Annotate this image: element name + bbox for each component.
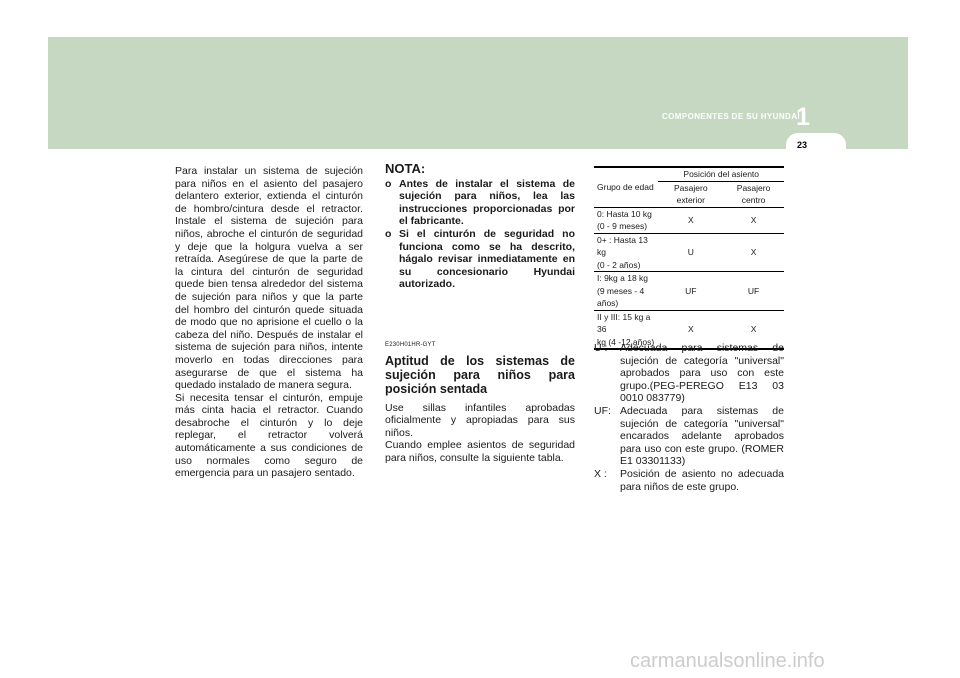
centro-cell: X — [723, 310, 784, 349]
group-line: I: 9kg a 18 kg — [597, 273, 649, 283]
nota-item — [385, 228, 575, 291]
watermark: carmanualsonline.info — [630, 650, 825, 672]
column-nota — [385, 163, 575, 465]
legend-text: Adecuada para sistemas de sujeción de categoría "universal" encarados adelante aprobados para uso con este grupo. (ROMER E1 03301133) — [620, 404, 784, 468]
exterior-cell: X — [658, 207, 723, 233]
legend-key: UF: — [594, 404, 611, 417]
group-header: Grupo de edad — [594, 167, 658, 207]
nota-text: Antes de instalar el sistema de sujeción para niños, lea las instrucciones proporcionadas por el fabricante. — [399, 177, 575, 228]
bullet: o — [385, 177, 392, 190]
legend-key: X : — [594, 467, 607, 480]
chapter-number: 1 — [796, 103, 810, 131]
table-header-row — [594, 167, 784, 181]
group-line: 0+ : Hasta 13 kg — [597, 234, 648, 257]
table-row — [594, 272, 784, 311]
bullet: o — [385, 227, 392, 240]
group-line: kg (4 -12 años) — [597, 336, 655, 347]
paragraph: Para instalar un sistema de sujeción para niños en el asiento del pasajero delantero exterior, extienda el cinturón de hombro/cintura desde el retractor. Instale el sistema de sujeción para niños, abroche el cinturón de seguridad y deje que la holgura vuelva a ser retraída. Asegúrese de que la parte de la cintura del cinturón de seguridad quede bien tensa alrededor del sistema de sujeción para niños y que la parte del hombro del cinturón quede situada de modo que no aprisione el cuello o la cabeza del niño. Después de instalar el sistema de sujeción para niños, intente moverlo en todas direcciones para asegurarse de que el sistema ha quedado instalado de manera segura. — [175, 165, 363, 392]
child-seat-table — [594, 166, 784, 350]
legend-text: Adecuada para sistemas de sujeción de categoría "universal" aprobados para uso con este grupo.(PEG-PEREGO E13 03 0010 083779) — [620, 342, 784, 405]
centro-cell: X — [723, 207, 784, 233]
exterior-cell: X — [658, 310, 723, 349]
section-header: COMPONENTES DE SU HYUNDAI — [661, 112, 800, 121]
page-number: 23 — [797, 140, 808, 150]
table-legend — [594, 342, 784, 493]
centro-cell: X — [723, 233, 784, 272]
group-line: (0 - 9 meses) — [597, 221, 648, 231]
group-line: II y III: 15 kg a 36 — [597, 311, 651, 334]
legend-item — [594, 342, 784, 405]
group-line: 0: Hasta 10 kg — [597, 208, 652, 219]
exterior-cell: UF — [658, 272, 723, 311]
paragraph: Cuando emplee asientos de seguridad para niños, consulte la siguiente tabla. — [385, 439, 575, 464]
group-cell — [594, 272, 658, 311]
page-number-tab — [786, 133, 846, 155]
group-cell — [594, 233, 658, 272]
legend-item — [594, 405, 784, 468]
table-row — [594, 233, 784, 272]
nota-title: NOTA: — [385, 161, 426, 176]
section-code: E230H01HR-GYT — [385, 341, 436, 348]
column-installation-text — [175, 165, 363, 480]
table-row — [594, 207, 784, 233]
legend-item — [594, 468, 784, 493]
nota-text: Si el cinturón de seguridad no funciona como se ha descrito, hágalo revisar inmediatamente en su concesionario Hyundai autorizado. — [399, 227, 575, 291]
exterior-cell: U — [658, 233, 723, 272]
centro-cell: UF — [723, 272, 784, 311]
group-line: (0 - 2 años) — [597, 259, 641, 270]
paragraph: Use sillas infantiles aprobadas oficialmente y apropiadas para sus niños. — [385, 401, 575, 439]
legend-text: Posición de asiento no adecuada para niños de este grupo. — [620, 467, 784, 493]
col-header-centro: Pasajero centro — [723, 181, 784, 207]
position-header: Posición del asiento — [658, 167, 784, 181]
paragraph: Si necesita tensar el cinturón, empuje más cinta hacia el retractor. Cuando desabroche el cinturón y lo deje replegar, el retractor volverá automáticamente a sus condiciones de uso normales como seguro de emergencia para un pasajero sentado. — [175, 391, 363, 480]
header-band — [48, 37, 908, 149]
section-title: Aptitud de los sistemas de sujeción para niños para posición sentada — [385, 353, 575, 396]
legend-key: U : — [594, 342, 608, 354]
group-line: (9 meses - 4 — [597, 285, 645, 296]
nota-item — [385, 178, 575, 228]
col-header-exterior: Pasajero exterior — [658, 181, 723, 207]
group-line: años) — [597, 298, 619, 308]
group-cell — [594, 207, 658, 233]
